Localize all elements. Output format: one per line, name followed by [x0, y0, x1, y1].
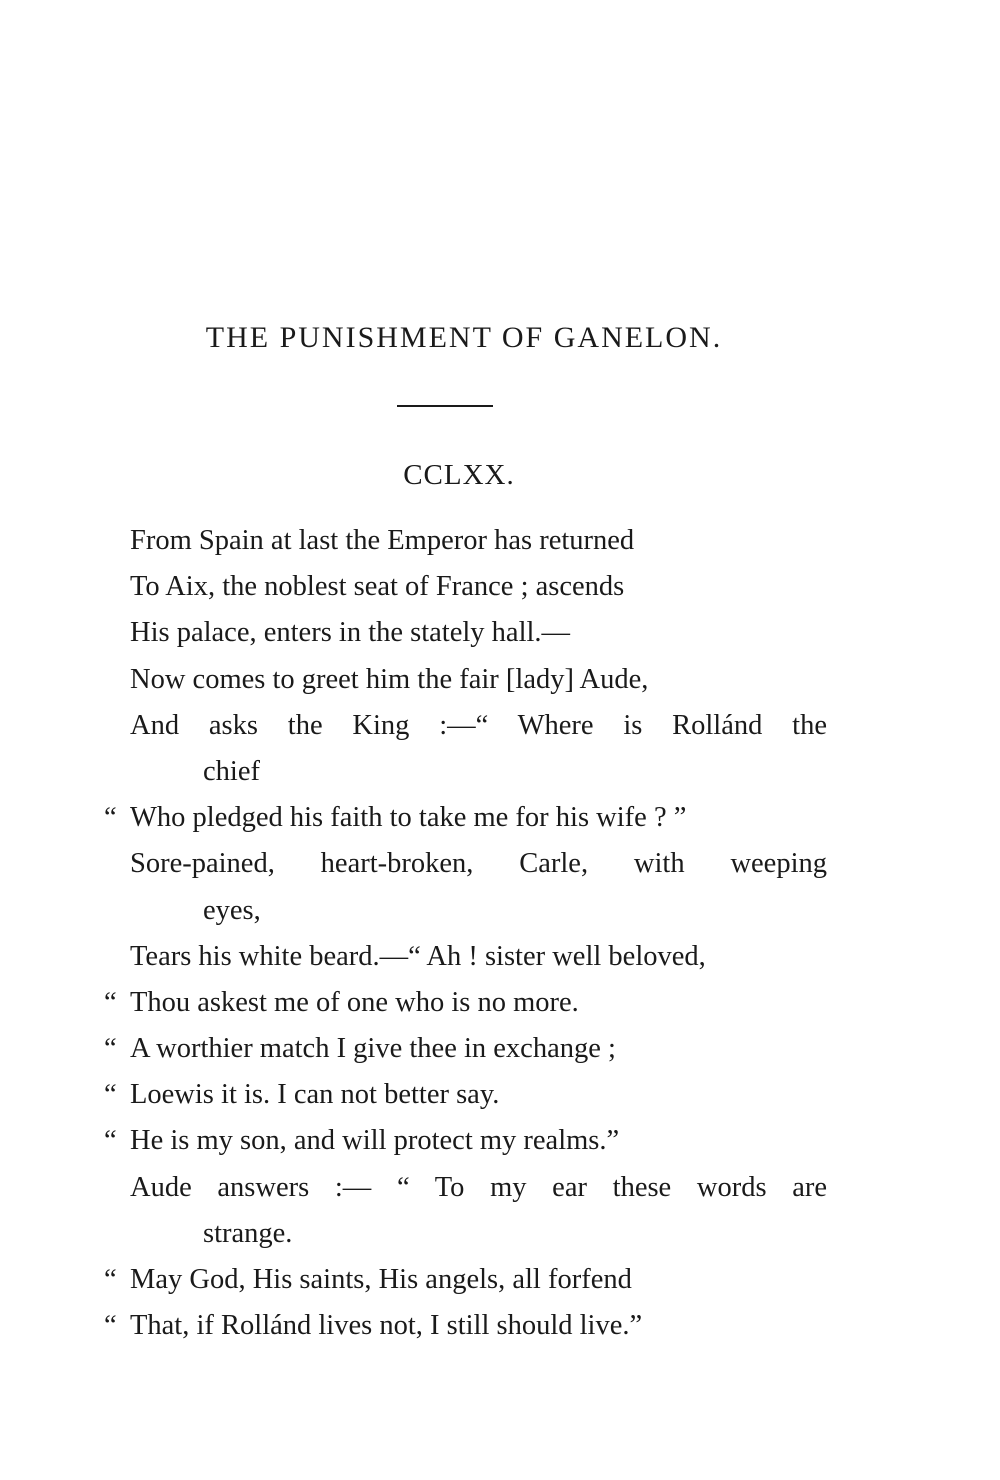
- quote-mark: “: [104, 1033, 117, 1065]
- verse-line: [0, 1257, 1000, 1303]
- verse-line: [0, 841, 1000, 887]
- verse-line: [0, 1118, 1000, 1164]
- verse-text: eyes,: [203, 894, 261, 926]
- verse-line: [0, 980, 1000, 1026]
- verse-text: That, if Rollánd lives not, I still should live.”: [130, 1310, 643, 1342]
- verse-text: strange.: [203, 1217, 293, 1249]
- verse-line: [0, 1303, 1000, 1349]
- verse-line: [0, 795, 1000, 841]
- verse-text: Now comes to greet him the fair [lady] Aude,: [130, 663, 649, 695]
- quote-mark: “: [104, 802, 117, 834]
- verse-line: [0, 564, 1000, 610]
- verse-line: [0, 518, 1000, 564]
- verse-text: Tears his white beard.—“ Ah ! sister well beloved,: [130, 940, 706, 972]
- quote-mark: “: [104, 1310, 117, 1342]
- verse-line-continuation: [0, 749, 1000, 795]
- quote-mark: “: [104, 986, 117, 1018]
- verse-text: chief: [203, 755, 260, 787]
- verse-text: To Aix, the noblest seat of France ; ascends: [130, 571, 625, 603]
- verse-text: Loewis it is. I can not better say.: [130, 1079, 500, 1111]
- verse-text: Thou askest me of one who is no more.: [130, 986, 579, 1018]
- verse-line: [0, 1072, 1000, 1118]
- verse-text: A worthier match I give thee in exchange ;: [130, 1033, 616, 1065]
- verse-block: [0, 518, 1000, 1349]
- quote-mark: “: [104, 1079, 117, 1111]
- title-divider: [397, 405, 493, 407]
- verse-text: May God, His saints, His angels, all forfend: [130, 1264, 632, 1295]
- verse-line: [0, 1026, 1000, 1072]
- stanza-number: CCLXX.: [403, 459, 515, 491]
- quote-mark: “: [104, 1125, 117, 1157]
- verse-text: And asks the King :—“ Where is Rollánd the: [130, 709, 827, 741]
- chapter-title: THE PUNISHMENT OF GANELON.: [205, 321, 723, 354]
- verse-text: Aude answers :— “ To my ear these words are: [130, 1171, 827, 1203]
- verse-line: [0, 703, 1000, 749]
- verse-line: [0, 1165, 1000, 1211]
- verse-line-continuation: [0, 888, 1000, 934]
- verse-text: Who pledged his faith to take me for his wife ? ”: [130, 802, 687, 834]
- quote-mark: “: [104, 1264, 117, 1295]
- verse-line: [0, 610, 1000, 656]
- verse-text: He is my son, and will protect my realms.”: [130, 1125, 620, 1157]
- verse-line-continuation: [0, 1211, 1000, 1257]
- verse-text: Sore-pained, heart-broken, Carle, with weeping: [130, 848, 827, 880]
- verse-line: [0, 934, 1000, 980]
- verse-line: [0, 657, 1000, 703]
- verse-text: His palace, enters in the stately hall.—: [130, 617, 571, 649]
- verse-text: From Spain at last the Emperor has returned: [130, 525, 635, 556]
